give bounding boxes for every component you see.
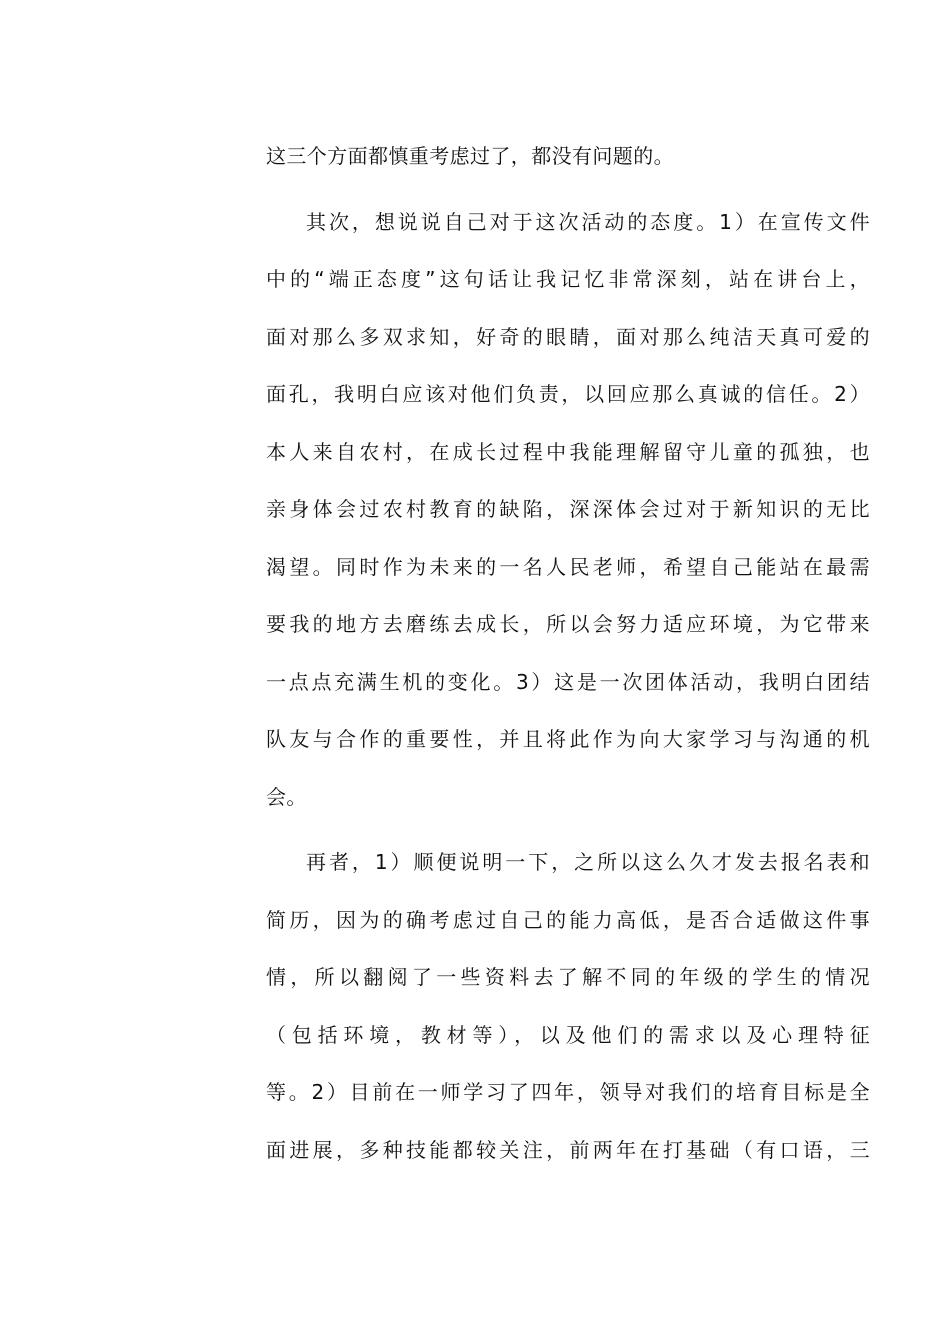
text-line-2: 其次，想说说自己对于这次活动的态度。1）在宣传文件 bbox=[306, 209, 870, 234]
text-line-16: （包括环境，教材等），以及他们的需求以及心理特征 bbox=[266, 1022, 870, 1047]
text-line-11: 队友与合作的重要性，并且将此作为向大家学习与沟通的机 bbox=[266, 727, 870, 751]
text-line-10: 一点点充满生机的变化。3）这是一次团体活动，我明白团结 bbox=[266, 669, 870, 694]
body-text bbox=[266, 128, 870, 1179]
text-line-15: 情，所以翻阅了一些资料去了解不同的年级的学生的情况 bbox=[266, 965, 870, 989]
text-line-18: 面进展，多种技能都较关注，前两年在打基础（有口语，三 bbox=[266, 1137, 870, 1162]
text-line-13: 再者，1）顺便说明一下，之所以这么久才发去报名表和 bbox=[306, 850, 870, 874]
text-line-6: 本人来自农村，在成长过程中我能理解留守儿童的孤独，也 bbox=[266, 439, 870, 464]
text-line-9: 要我的地方去磨练去成长，所以会努力适应环境，为它带来 bbox=[266, 612, 870, 636]
text-line-12: 会。 bbox=[266, 784, 307, 809]
text-line-17: 等。2）目前在一师学习了四年，领导对我们的培育目标是全 bbox=[266, 1080, 870, 1104]
text-line-7: 亲身体会过农村教育的缺陷，深深体会过对于新知识的无比 bbox=[266, 497, 870, 521]
text-line-5: 面孔，我明白应该对他们负责，以回应那么真诚的信任。2） bbox=[266, 382, 870, 406]
text-line-8: 渴望。同时作为未来的一名人民老师，希望自己能站在最需 bbox=[266, 554, 870, 579]
text-line-3: 中的“端正态度”这句话让我记忆非常深刻，站在讲台上， bbox=[266, 267, 870, 291]
text-line-4: 面对那么多双求知，好奇的眼睛，面对那么纯洁天真可爱的 bbox=[266, 324, 870, 349]
text-line-1: 这三个方面都慎重考虑过了，都没有问题的。 bbox=[266, 144, 674, 168]
text-line-14: 简历，因为的确考虑过自己的能力高低，是否合适做这件事 bbox=[266, 907, 870, 932]
